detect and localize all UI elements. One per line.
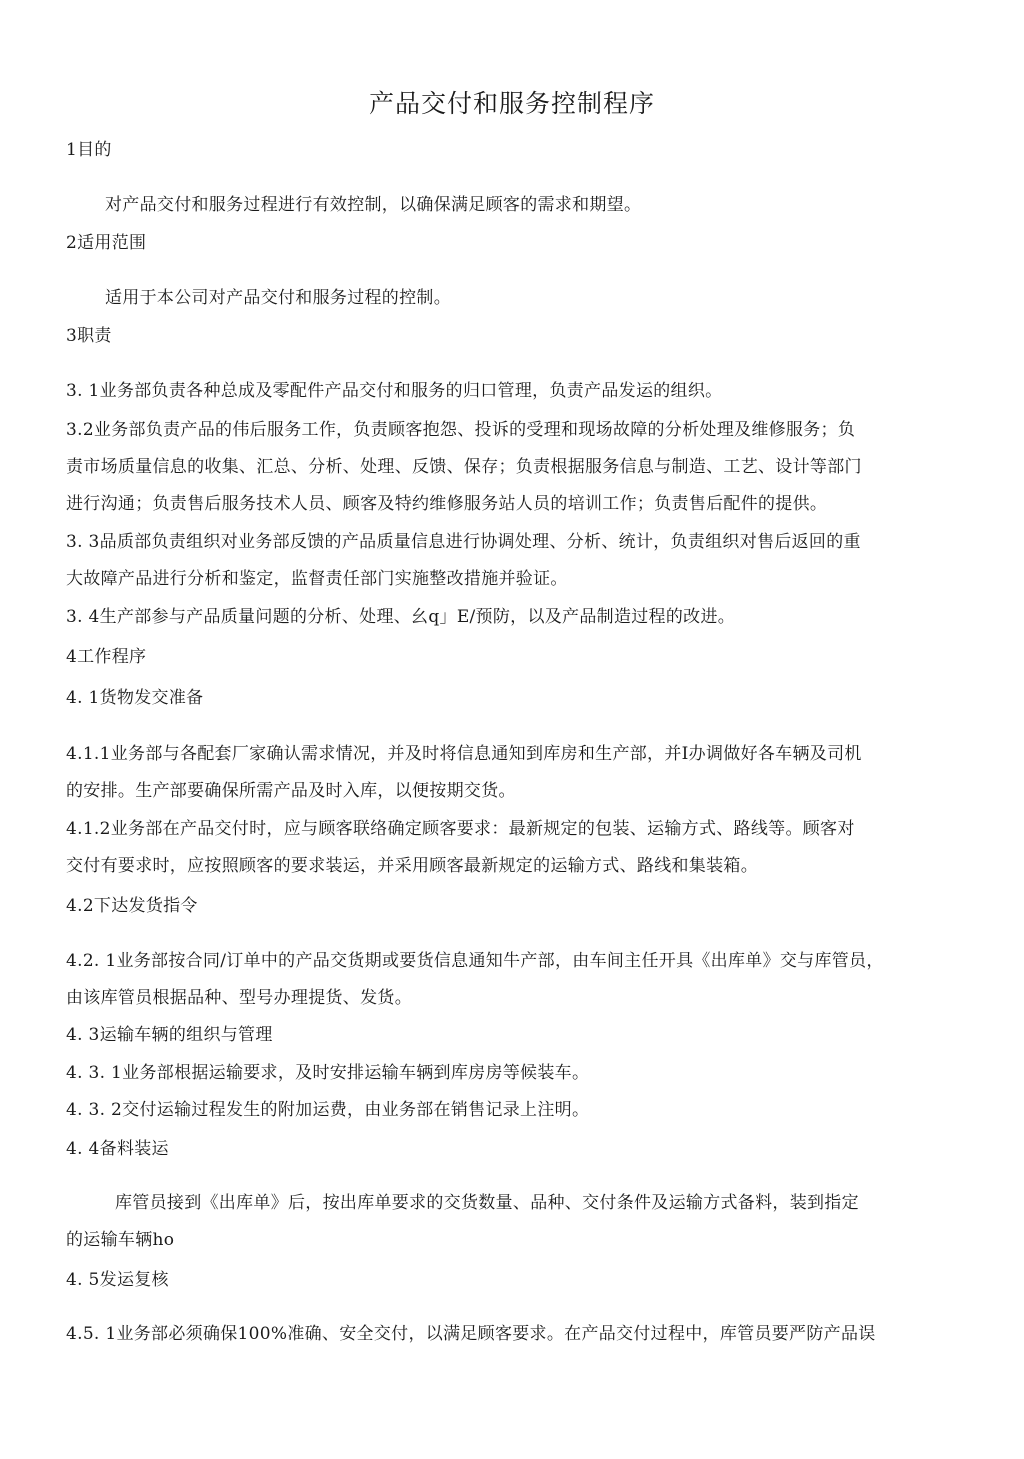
text-line: 责市场质量信息的收集、汇总、分析、处理、反馈、保存；负责根据服务信息与制造、工艺、设计等部门 [66, 457, 862, 477]
section-heading-purpose: 1目的 [66, 140, 112, 160]
subsection-heading: 4.2下达发货指令 [66, 896, 198, 916]
subsection-heading: 4. 1货物发交准备 [66, 688, 204, 708]
text-line: 的安排。生产部要确保所需产品及时入库，以便按期交货。 [66, 781, 516, 801]
paragraph-scope: 适用于本公司对产品交付和服务过程的控制。 [105, 288, 451, 308]
section-heading-procedure: 4工作程序 [66, 647, 147, 667]
document-title: 产品交付和服务控制程序 [368, 89, 655, 118]
text-line: 4.5. 1业务部必须确保100%准确、安全交付，以满足顾客要求。在产品交付过程中，库管员要严防产品误 [66, 1324, 876, 1344]
text-line: 的运输车辆ho [66, 1230, 175, 1250]
text-line: 由该库管员根据品种、型号办理提货、发货。 [66, 988, 412, 1008]
text-line: 4.2. 1业务部按合同/订单中的产品交货期或要货信息通知牛产部，由车间主任开具《出库单》交与库管员， [66, 951, 884, 971]
text-line: 大故障产品进行分析和鉴定，监督责任部门实施整改措施并验证。 [66, 569, 568, 589]
text-line: 3. 3品质部负责组织对业务部反馈的产品质量信息进行协调处理、分析、统计，负责组织对售后返回的重 [66, 532, 861, 552]
subsection-heading: 4. 4备料装运 [66, 1139, 169, 1159]
text-line: 4. 3. 2交付运输过程发生的附加运费，由业务部在销售记录上注明。 [66, 1100, 590, 1120]
text-line: 进行沟通；负责售后服务技术人员、顾客及特约维修服务站人员的培训工作；负责售后配件的提供。 [66, 494, 828, 514]
section-heading-responsibilities: 3职责 [66, 326, 112, 346]
text-line: 交付有要求时，应按照顾客的要求装运，并采用顾客最新规定的运输方式、路线和集装箱。 [66, 856, 758, 876]
text-line: 3.2业务部负责产品的伟后服务工作，负责顾客抱怨、投诉的受理和现场故障的分析处理及维修服务；负 [66, 420, 856, 440]
text-line: 4.1.1业务部与各配套厂家确认需求情况，并及时将信息通知到库房和生产部，并I办调做好各车辆及司机 [66, 744, 862, 764]
subsection-heading: 4. 3运输车辆的组织与管理 [66, 1025, 273, 1045]
text-line: 3. 1业务部负责各种总成及零配件产品交付和服务的归口管理，负责产品发运的组织。 [66, 381, 723, 401]
subsection-heading: 4. 5发运复核 [66, 1270, 169, 1290]
text-line: 3. 4生产部参与产品质量问题的分析、处理、幺q」E/预防，以及产品制造过程的改进。 [66, 607, 736, 627]
text-line: 库管员接到《出库单》后，按出库单要求的交货数量、品种、交付条件及运输方式备料，装到指定 [115, 1193, 859, 1213]
text-line: 4.1.2业务部在产品交付时，应与顾客联络确定顾客要求：最新规定的包装、运输方式、路线等。顾客对 [66, 819, 855, 839]
text-line: 4. 3. 1业务部根据运输要求，及时安排运输车辆到库房房等候装车。 [66, 1063, 590, 1083]
section-heading-scope: 2适用范围 [66, 233, 147, 253]
paragraph-purpose: 对产品交付和服务过程进行有效控制，以确保满足顾客的需求和期望。 [105, 195, 642, 215]
